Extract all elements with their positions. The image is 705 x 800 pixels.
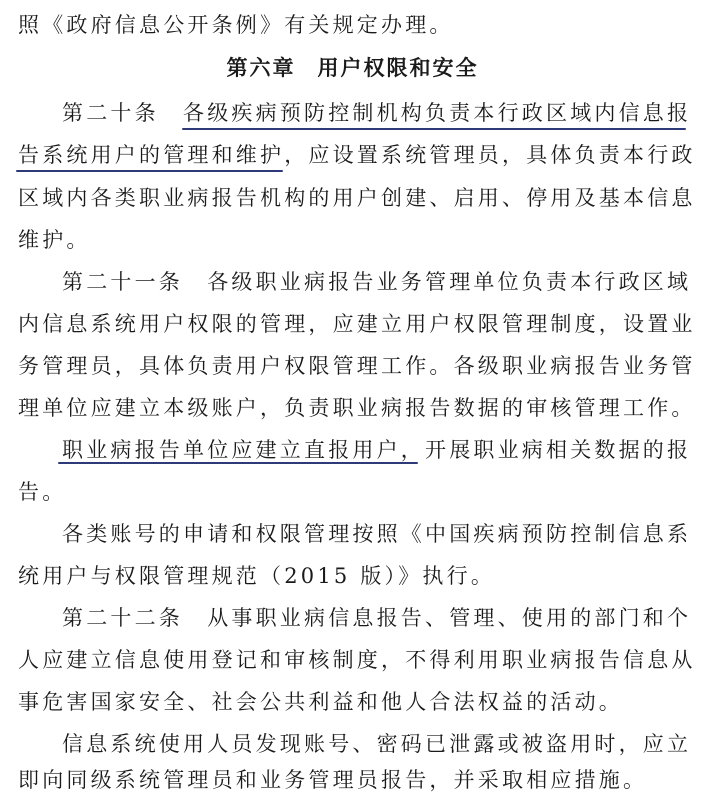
- accounts-line-1: 各类账号的申请和权限管理按照《中国疾病预防控制信息系: [62, 522, 692, 546]
- highlight-underline: [182, 128, 686, 130]
- article-20-line-2: 告系统用户的管理和维护，应设置系统管理员，具体负责本行政: [18, 143, 696, 167]
- direct-report-line-2: 告。: [18, 480, 67, 504]
- article-22-line-3: 事危害国家安全、社会公共利益和他人合法权益的活动。: [18, 690, 623, 714]
- article-22-line-2: 人应建立信息使用登记和审核制度，不得利用职业病报告信息从: [18, 648, 696, 672]
- leak-line-1: 信息系统使用人员发现账号、密码已泄露或被盗用时，应立: [62, 732, 692, 756]
- accounts-line-2: 统用户与权限管理规范（2015 版）》执行。: [18, 564, 496, 588]
- article-20-line-4: 维护。: [18, 228, 91, 252]
- article-21-line-1: 第二十一条 各级职业病报告业务管理单位负责本行政区域: [62, 270, 692, 294]
- article-20-line-1: 第二十条 各级疾病预防控制机构负责本行政区域内信息报: [62, 101, 692, 125]
- article-22-line-1: 第二十二条 从事职业病信息报告、管理、使用的部门和个: [62, 606, 692, 630]
- chapter-name: 用户权限和安全: [317, 56, 479, 80]
- article-21-line-3: 务管理员，具体负责用户权限管理工作。各级职业病报告业务管: [18, 354, 696, 378]
- article-20-line-3: 区域内各类职业病报告机构的用户创建、启用、停用及基本信息: [18, 186, 696, 210]
- direct-report-line-1: 职业病报告单位应建立直报用户，开展职业病相关数据的报: [62, 438, 692, 462]
- chapter-number: 第六章: [226, 56, 296, 80]
- leak-line-2: 即向同级系统管理员和业务管理员报告，并采取相应措施。: [18, 768, 648, 792]
- highlight-underline: [16, 170, 283, 172]
- text-line: 照《政府信息公开条例》有关规定办理。: [18, 13, 454, 37]
- highlight-underline: [58, 462, 418, 464]
- article-21-line-2: 内信息系统用户权限的管理，应建立用户权限管理制度，设置业: [18, 312, 696, 336]
- chapter-title: [0, 48, 705, 88]
- article-21-line-4: 理单位应建立本级账户，负责职业病报告数据的审核管理工作。: [18, 396, 696, 420]
